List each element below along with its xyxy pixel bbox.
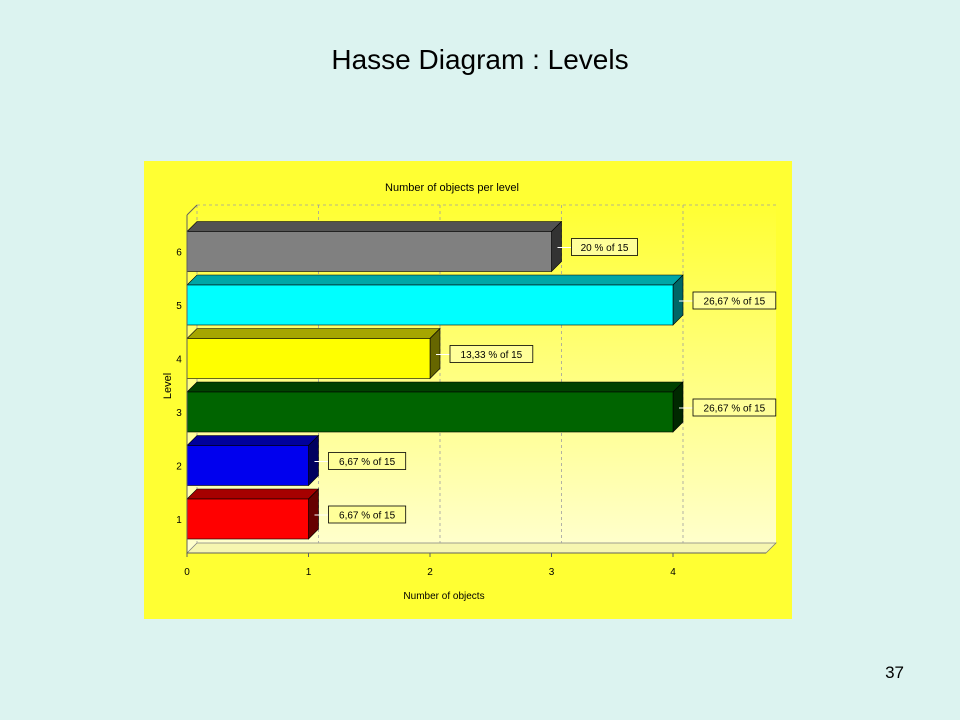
data-label: 26,67 % of 15 xyxy=(703,296,766,308)
y-tick-label: 1 xyxy=(176,515,182,526)
bar-top-face xyxy=(187,382,683,392)
bar xyxy=(187,392,673,432)
data-label: 6,67 % of 15 xyxy=(339,457,396,468)
bar xyxy=(187,446,309,486)
bar-top-face xyxy=(187,275,683,285)
x-axis-label: Number of objects xyxy=(403,591,485,602)
y-axis-label: Level xyxy=(162,372,174,400)
data-label: 6,67 % of 15 xyxy=(339,510,396,522)
bar-top-face xyxy=(187,329,440,339)
chart-panel xyxy=(144,161,792,619)
y-tick-label: 2 xyxy=(176,461,182,473)
y-tick-label: 5 xyxy=(176,301,182,312)
y-tick-label: 4 xyxy=(176,354,182,366)
data-label: 26,67 % of 15 xyxy=(703,403,766,415)
chart-title: Number of objects per level xyxy=(385,182,519,194)
data-label: 13,33 % of 15 xyxy=(460,350,523,361)
bar-top-face xyxy=(187,489,319,499)
x-tick-label: 4 xyxy=(670,567,676,578)
bar xyxy=(187,339,430,379)
x-tick-label: 0 xyxy=(184,567,190,578)
x-tick-label: 3 xyxy=(548,567,555,578)
data-label: 20 % of 15 xyxy=(580,243,629,254)
bar xyxy=(187,499,309,539)
bar-top-face xyxy=(187,436,319,446)
bar xyxy=(187,232,552,272)
y-tick-label: 6 xyxy=(176,247,182,259)
y-tick-label: 3 xyxy=(176,408,182,419)
bar-chart xyxy=(144,161,792,619)
bar-top-face xyxy=(187,222,562,232)
plot-floor xyxy=(187,543,776,553)
x-tick-label: 2 xyxy=(427,567,433,578)
x-tick-label: 1 xyxy=(305,567,312,578)
page-number: 37 xyxy=(885,663,904,682)
slide-title: Hasse Diagram : Levels xyxy=(331,44,629,75)
bar xyxy=(187,285,673,325)
